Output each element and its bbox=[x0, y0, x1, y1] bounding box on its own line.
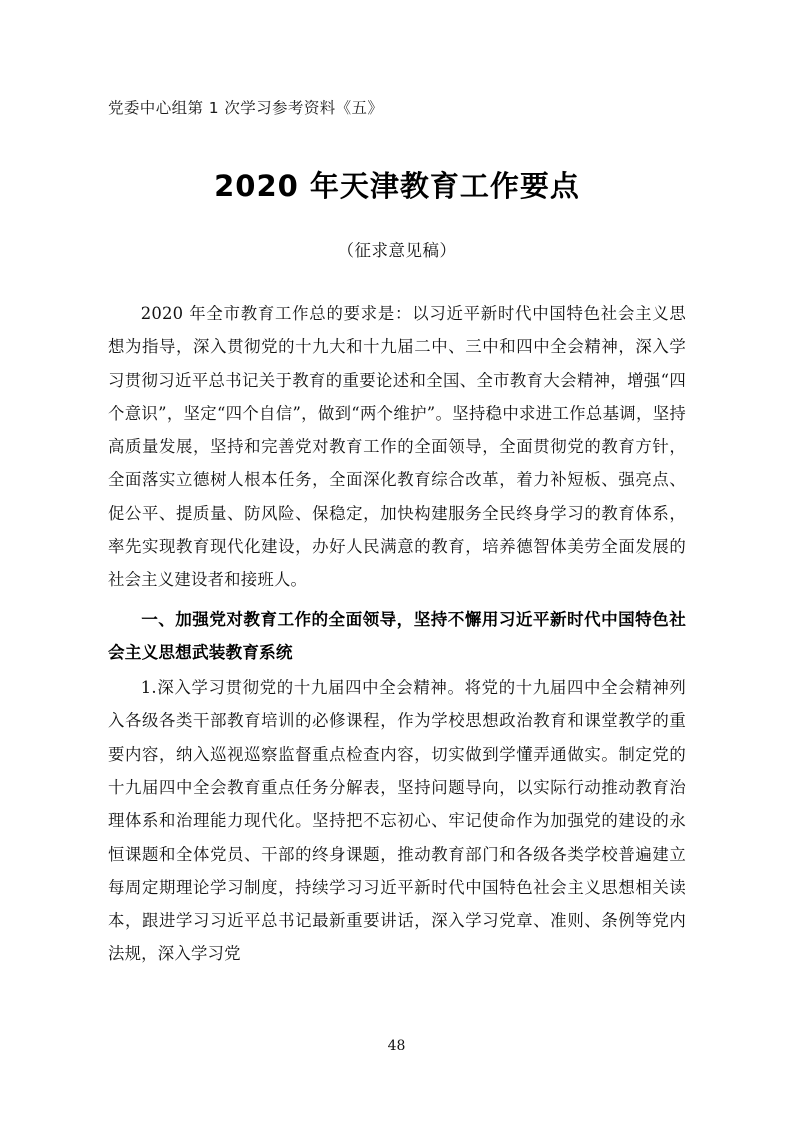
page-content bbox=[108, 96, 686, 973]
page-number: 48 bbox=[387, 1038, 406, 1054]
section-heading-one: 一、加强党对教育工作的全面领导，坚持不懈用习近平新时代中国特色社会主义思想武装教育系统 bbox=[108, 609, 686, 662]
paragraph-overview: 2020 年全市教育工作总的要求是：以习近平新时代中国特色社会主义思想为指导，深入贯彻党的十九大和十九届二中、三中和四中全会精神，深入学习贯彻习近平总书记关于教育的重要论述和全国、全市教育大会精神，增强“四个意识”，坚定“四个自信”，做到“两个维护”。坚持稳中求进工作总基调，坚持高质量发展，坚持和完善党对教育工作的全面领导，全面贯彻党的教育方针，全面落实立德树人根本任务，全面深化教育综合改革，着力补短板、强亮点、促公平、提质量、防风险、保稳定，加快构建服务全民终身学习的教育体系，率先实现教育现代化建设，办好人民满意的教育，培养德智体美劳全面发展的社会主义建设者和接班人。 bbox=[108, 304, 686, 590]
paragraph-item-1: 1.深入学习贯彻党的十九届四中全会精神。将党的十九届四中全会精神列入各级各类干部教育培训的必修课程，作为学校思想政治教育和课堂教学的重要内容，纳入巡视巡察监督重点检查内容，切实做到学懂弄通做实。制定党的十九届四中全会教育重点任务分解表，坚持问题导向，以实际行动推动教育治理体系和治理能力现代化。坚持把不忘初心、牢记使命作为加强党的建设的永恒课题和全体党员、干部的终身课题，推动教育部门和各级各类学校普遍建立每周定期理论学习制度，持续学习习近平新时代中国特色社会主义思想相关读本，跟进学习习近平总书记最新重要讲话，深入学习党章、准则、条例等党内法规，深入学习党 bbox=[108, 678, 686, 964]
document-title: 2020 年天津教育工作要点 bbox=[214, 169, 580, 203]
document-header-line: 党委中心组第 1 次学习参考资料《五》 bbox=[108, 99, 384, 117]
document-subtitle: （征求意见稿） bbox=[337, 241, 457, 260]
